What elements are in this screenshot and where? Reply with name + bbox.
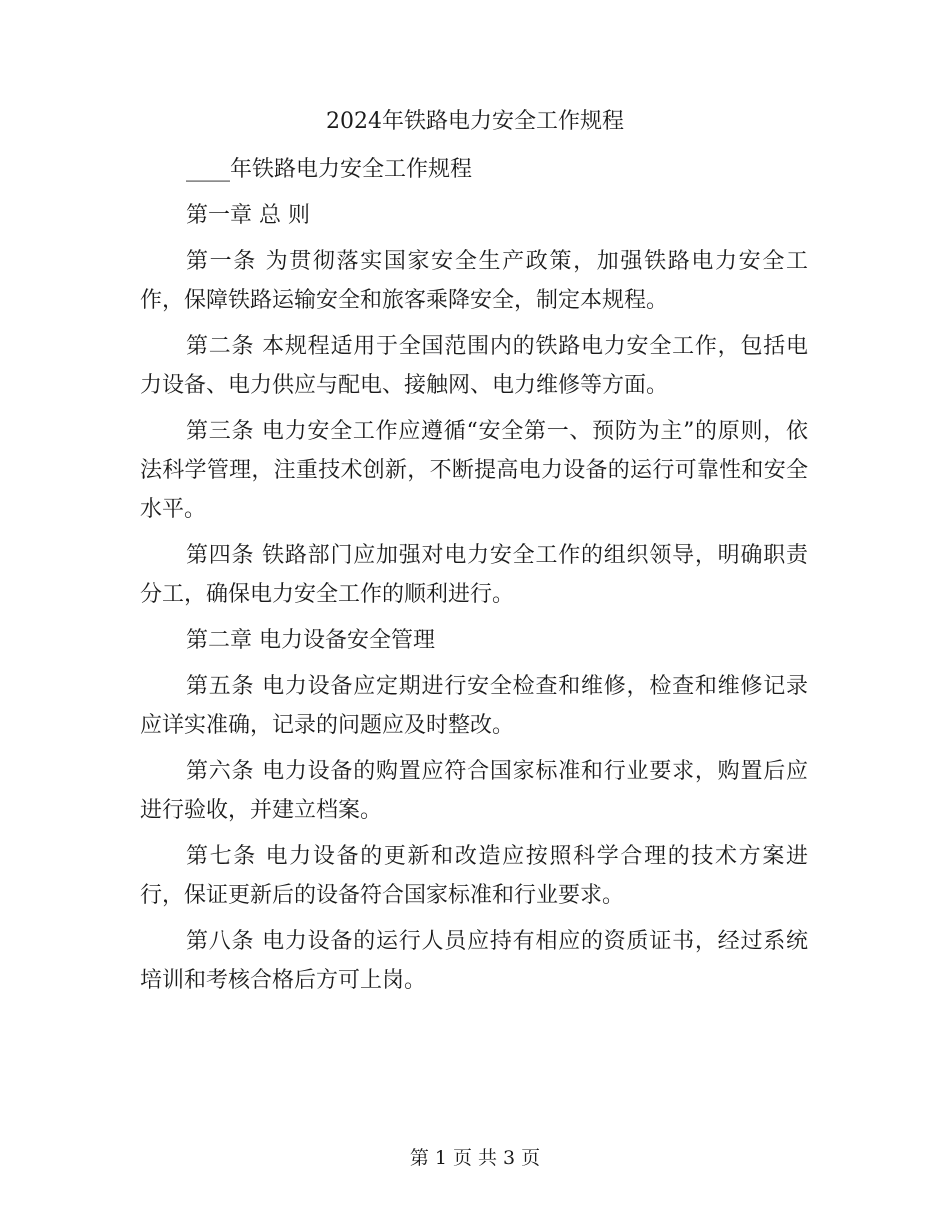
chapter-heading-2: 第二章 电力设备安全管理 — [186, 628, 435, 653]
document-body — [140, 150, 808, 1007]
article-6: 第六条 电力设备的购置应符合国家标准和行业要求，购置后应进行验收，并建立档案。 — [140, 759, 808, 823]
article-3: 第三条 电力安全工作应遵循“安全第一、预防为主”的原则，依法科学管理，注重技术创新，不断提高电力设备的运行可靠性和安全水平。 — [140, 419, 808, 522]
subtitle-paragraph: ____年铁路电力安全工作规程 — [186, 157, 473, 182]
document-title: 2024年铁路电力安全工作规程 — [326, 109, 624, 134]
chapter-heading-1: 第一章 总 则 — [186, 203, 310, 228]
article-2: 第二条 本规程适用于全国范围内的铁路电力安全工作，包括电力设备、电力供应与配电、接触网、电力维修等方面。 — [140, 334, 808, 398]
article-5: 第五条 电力设备应定期进行安全检查和维修，检查和维修记录应详实准确，记录的问题应及时整改。 — [140, 674, 808, 738]
article-4: 第四条 铁路部门应加强对电力安全工作的组织领导，明确职责分工，确保电力安全工作的顺利进行。 — [140, 543, 808, 607]
article-7: 第七条 电力设备的更新和改造应按照科学合理的技术方案进行，保证更新后的设备符合国家标准和行业要求。 — [140, 844, 808, 908]
article-1: 第一条 为贯彻落实国家安全生产政策，加强铁路电力安全工作，保障铁路运输安全和旅客乘降安全，制定本规程。 — [140, 249, 808, 313]
article-8: 第八条 电力设备的运行人员应持有相应的资质证书，经过系统培训和考核合格后方可上岗。 — [140, 929, 808, 993]
page-footer: 第 1 页 共 3 页 — [409, 1147, 541, 1169]
